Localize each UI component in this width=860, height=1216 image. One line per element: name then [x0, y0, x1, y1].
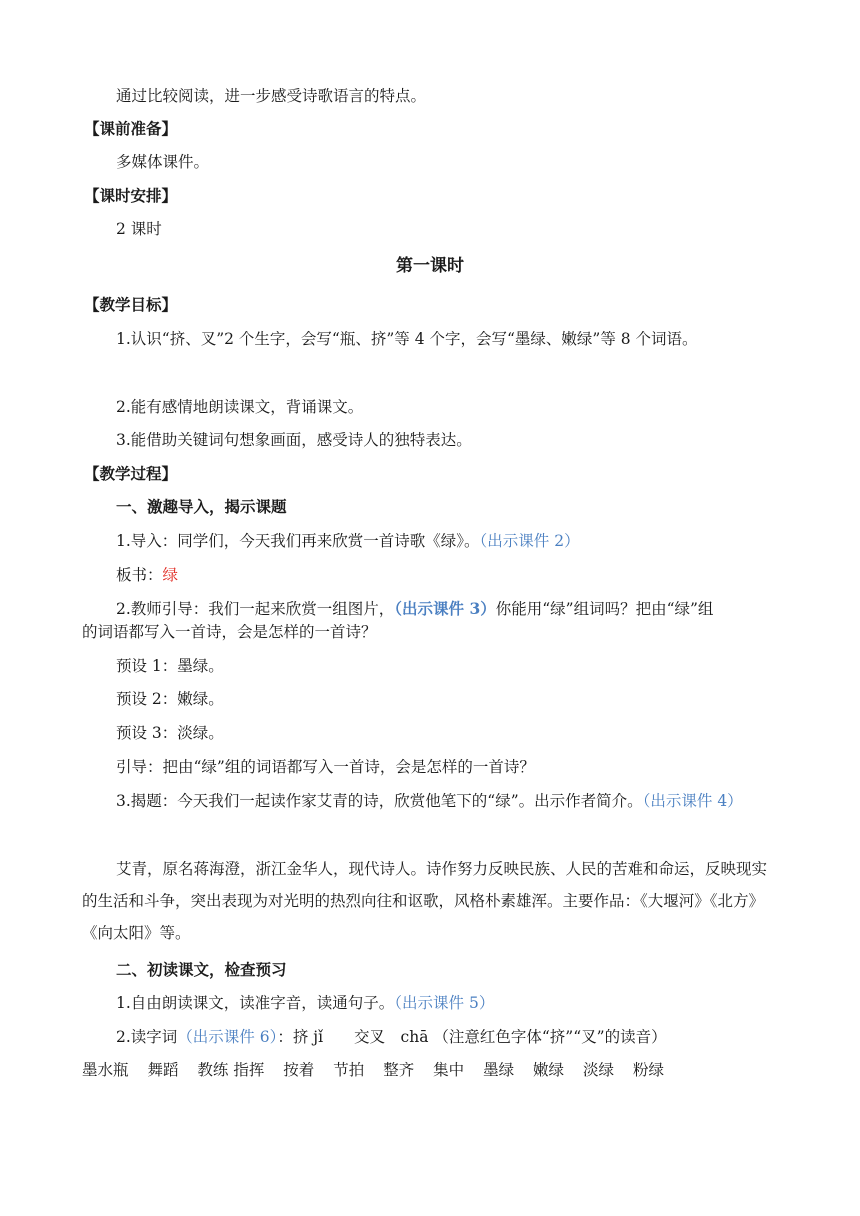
s1-item-2-line2: 的词语都写入一首诗，会是怎样的一首诗？: [82, 623, 377, 641]
preset-2: 预设 2：嫩绿。: [116, 690, 224, 708]
vocab-word: 嫩绿: [533, 1061, 565, 1079]
prep-heading: 【课前准备】: [84, 119, 178, 138]
board-label: 板书：: [116, 566, 163, 584]
preset-3: 预设 3：淡绿。: [116, 724, 224, 742]
vocab-word: 淡绿: [583, 1061, 615, 1079]
courseware-ref-4: （出示课件 4）: [642, 792, 743, 810]
guide-line: 引导：把由“绿”组的词语都写入一首诗，会是怎样的一首诗？: [116, 758, 535, 776]
author-bio: 艾青，原名蒋海澄，浙江金华人，现代诗人。诗作努力反映民族、人民的苦难和命运，反映现实的生活和斗争，突出表现为对光明的热烈向往和讴歌，风格朴素雄浑。主要作品：《大堰河》《北方》《向太阳》等。: [82, 860, 768, 942]
goal-2: 2.能有感情地朗读课文，背诵课文。: [116, 398, 364, 416]
courseware-ref-5: （出示课件 5）: [394, 994, 495, 1012]
goal-3: 3.能借助关键词句想象画面，感受诗人的独特表达。: [116, 431, 472, 449]
goal-1: 1.认识“挤、叉”2 个生字，会写“瓶、挤”等 4 个字，会写“墨绿、嫩绿”等 8 个词语。: [116, 330, 698, 348]
vocab-word: 舞蹈: [147, 1061, 179, 1079]
section-1-heading: 一、激趣导入，揭示课题: [116, 497, 287, 516]
vocab-word: 粉绿: [632, 1061, 664, 1079]
board-word: 绿: [162, 566, 179, 584]
vocab-word: 集中: [433, 1061, 465, 1079]
prep-text: 多媒体课件。: [116, 153, 210, 171]
vocab-word: 节拍: [333, 1061, 365, 1079]
preset-1: 预设 1：墨绿。: [116, 657, 224, 675]
s1-item-1-text: 1.导入：同学们，今天我们再来欣赏一首诗歌《绿》。: [116, 532, 480, 550]
goals-heading: 【教学目标】: [84, 295, 178, 314]
intro-paragraph: 通过比较阅读，进一步感受诗歌语言的特点。: [116, 87, 427, 105]
vocab-word: 教练 指挥: [197, 1061, 265, 1079]
process-heading: 【教学过程】: [84, 464, 178, 483]
s2-item-2-a: 2.读字词: [116, 1028, 178, 1046]
s1-item-2-line1: [116, 599, 713, 619]
courseware-ref-6: （出示课件 6）: [177, 1028, 278, 1046]
section-2-heading: 二、初读课文，检查预习: [116, 960, 287, 979]
vocab-word: 整齐: [383, 1061, 415, 1079]
s1-item-3-text: 3.揭题：今天我们一起读作家艾青的诗，欣赏他笔下的“绿”。出示作者简介。: [116, 792, 643, 810]
vocab-word: 墨绿: [483, 1061, 515, 1079]
s2-item-1: [116, 993, 494, 1013]
schedule-heading: 【课时安排】: [84, 186, 178, 205]
courseware-ref-2: （出示课件 2）: [479, 532, 580, 550]
vocab-word: 墨水瓶: [82, 1061, 129, 1079]
lesson-title: 第一课时: [396, 256, 464, 276]
schedule-text: 2 课时: [116, 220, 162, 238]
s2-item-1-text: 1.自由朗读课文，读准字音，读通句子。: [116, 994, 395, 1012]
courseware-ref-3: （出示课件 3）: [394, 599, 496, 618]
s2-item-2: [116, 1027, 667, 1047]
s1-item-2-b: 你能用“绿”组词吗？把由“绿”组: [495, 600, 714, 618]
s1-item-3: [82, 785, 778, 817]
s1-item-1: [116, 531, 580, 551]
blackboard-line: [116, 565, 178, 585]
vocab-word: 按着: [283, 1061, 315, 1079]
s1-item-2-a: 2.教师引导：我们一起来欣赏一组图片，: [116, 600, 395, 618]
s2-item-2-b: ：挤 jǐ 交叉 chā （注意红色字体“挤”“叉”的读音）: [277, 1028, 667, 1046]
vocabulary-list: [82, 1060, 678, 1080]
